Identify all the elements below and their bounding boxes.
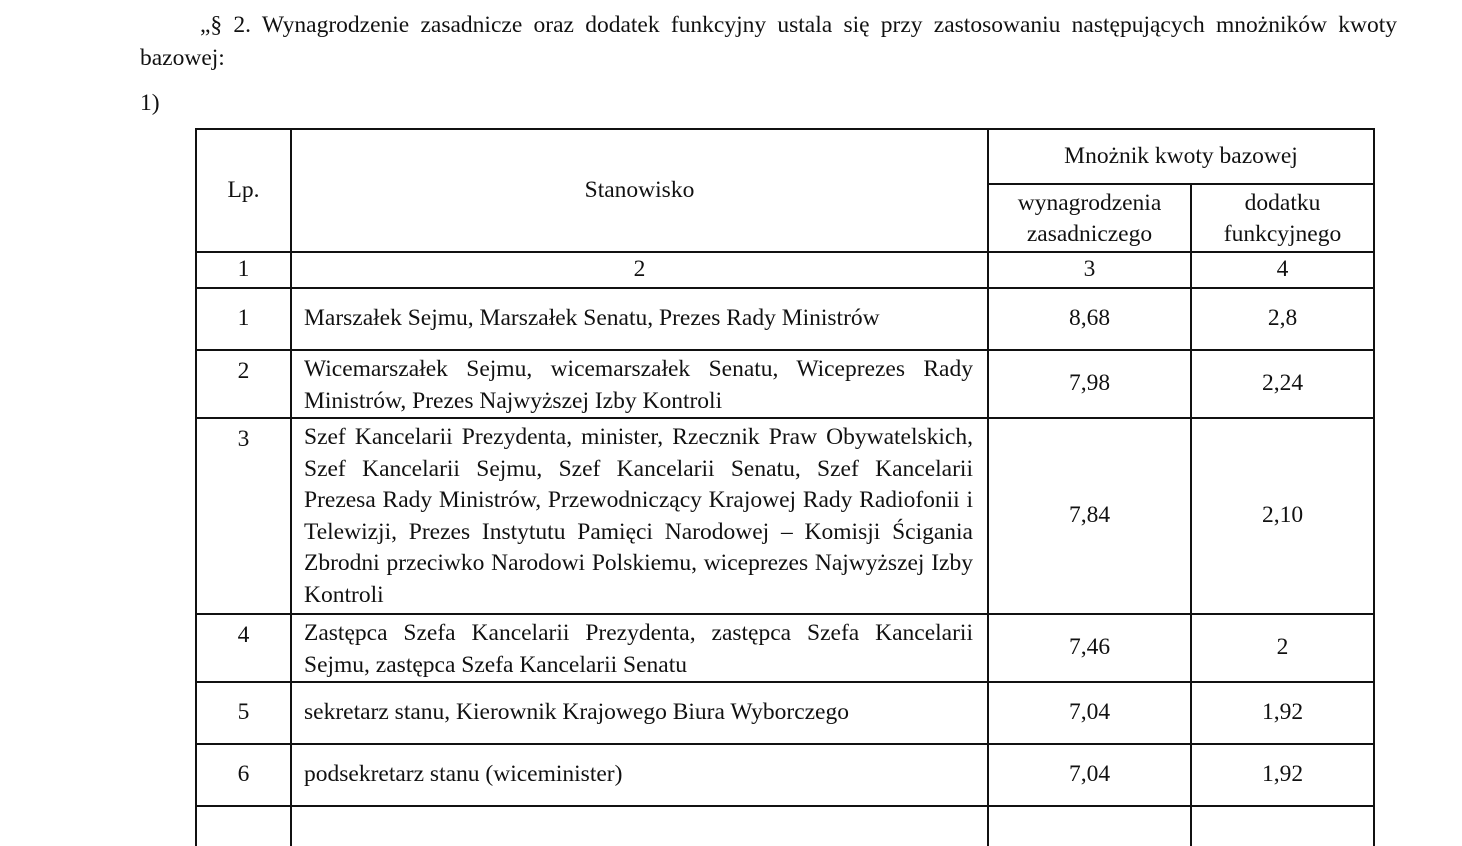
row-position-empty — [291, 806, 988, 846]
column-number: 2 — [291, 252, 988, 288]
row-lp: 5 — [196, 682, 291, 744]
table-row — [196, 418, 1374, 614]
row-lp: 6 — [196, 744, 291, 806]
row-function-allowance: 2,24 — [1191, 350, 1374, 418]
table-row — [196, 288, 1374, 350]
row-position: Marszałek Sejmu, Marszałek Senatu, Prezes Rady Ministrów — [291, 288, 988, 350]
header-function-allowance: dodatku funkcyjnego — [1191, 184, 1374, 252]
header-position: Stanowisko — [291, 129, 988, 252]
table-row-continued — [196, 806, 1374, 846]
row-function-allowance: 1,92 — [1191, 682, 1374, 744]
column-number: 3 — [988, 252, 1191, 288]
row-position: Zastępca Szefa Kancelarii Prezydenta, zastępca Szefa Kancelarii Sejmu, zastępca Szefa Kancelarii Senatu — [291, 614, 988, 682]
row-position: Wicemarszałek Sejmu, wicemarszałek Senatu, Wiceprezes Rady Ministrów, Prezes Najwyższej Izby Kontroli — [291, 350, 988, 418]
paragraph-section-2: „§ 2. Wynagrodzenie zasadnicze oraz dodatek funkcyjny ustala się przy zastosowaniu następujących mnożników kwoty bazowej: — [140, 12, 1397, 71]
row-lp: 3 — [196, 418, 291, 614]
row-base-salary: 8,68 — [988, 288, 1191, 350]
row-function-allowance-empty — [1191, 806, 1374, 846]
row-function-allowance: 2,8 — [1191, 288, 1374, 350]
table-row — [196, 350, 1374, 418]
row-function-allowance: 2 — [1191, 614, 1374, 682]
header-row — [196, 129, 1374, 184]
column-number: 4 — [1191, 252, 1374, 288]
row-base-salary: 7,98 — [988, 350, 1191, 418]
header-multiplier-group: Mnożnik kwoty bazowej — [988, 129, 1374, 184]
row-position: Szef Kancelarii Prezydenta, minister, Rzecznik Praw Obywatelskich, Szef Kancelarii Sejmu, Szef Kancelarii Senatu, Szef Kancelarii Prezesa Rady Ministrów, Przewodniczący Krajowej Rady Radiofonii i Telewizji, Prezes Instytutu Pamięci Narodowej – Komisji Ścigania Zbrodni przeciwko Narodowi Polskiemu, wiceprezes Najwyższej Izby Kontroli — [291, 418, 988, 614]
row-lp-empty — [196, 806, 291, 846]
row-base-salary: 7,46 — [988, 614, 1191, 682]
header-lp: Lp. — [196, 129, 291, 252]
column-numbers-row — [196, 252, 1374, 288]
column-number: 1 — [196, 252, 291, 288]
row-lp: 4 — [196, 614, 291, 682]
row-function-allowance: 1,92 — [1191, 744, 1374, 806]
row-base-salary: 7,04 — [988, 744, 1191, 806]
multiplier-table — [195, 128, 1375, 846]
row-lp: 1 — [196, 288, 291, 350]
table-row — [196, 744, 1374, 806]
header-base-salary: wynagrodzenia zasadniczego — [988, 184, 1191, 252]
item-number: 1) — [140, 90, 160, 116]
row-base-salary: 7,84 — [988, 418, 1191, 614]
table-row — [196, 682, 1374, 744]
row-base-salary: 7,04 — [988, 682, 1191, 744]
row-position: podsekretarz stanu (wiceminister) — [291, 744, 988, 806]
row-function-allowance: 2,10 — [1191, 418, 1374, 614]
row-position: sekretarz stanu, Kierownik Krajowego Biura Wyborczego — [291, 682, 988, 744]
row-lp: 2 — [196, 350, 291, 418]
row-base-salary-empty — [988, 806, 1191, 846]
table-row — [196, 614, 1374, 682]
